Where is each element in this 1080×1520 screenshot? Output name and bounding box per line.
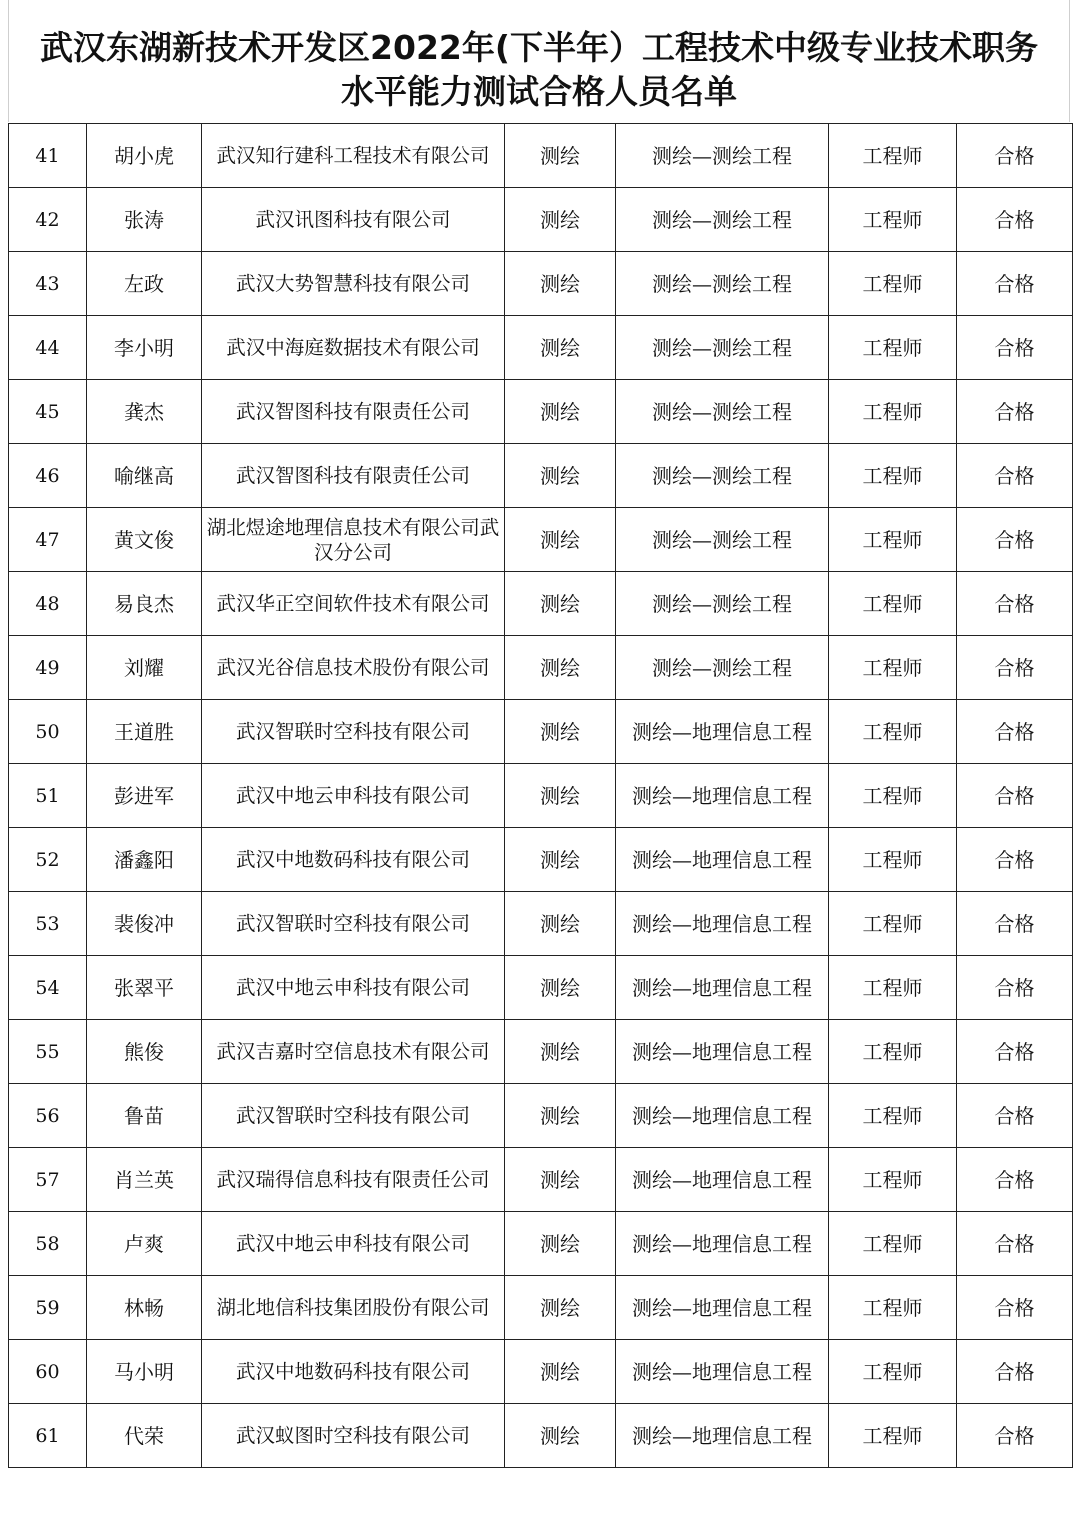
cell-company: 湖北煜途地理信息技术有限公司武汉分公司 [202,508,505,572]
cell-name: 张涛 [87,188,202,252]
title-line-1: 武汉东湖新技术开发区2022年(下半年）工程技术中级专业技术职务 [40,28,1038,67]
table-row [9,252,1073,316]
cell-series: 测绘 [505,1276,616,1340]
cell-name: 李小明 [87,316,202,380]
cell-result: 合格 [957,444,1073,508]
cell-result: 合格 [957,892,1073,956]
table-row [9,892,1073,956]
cell-series: 测绘 [505,252,616,316]
cell-major: 测绘—地理信息工程 [616,764,829,828]
table-row [9,1276,1073,1340]
cell-name: 鲁苗 [87,1084,202,1148]
cell-series: 测绘 [505,380,616,444]
cell-major: 测绘—测绘工程 [616,252,829,316]
cell-company: 武汉吉嘉时空信息技术有限公司 [202,1020,505,1084]
cell-number: 42 [9,188,87,252]
cell-result: 合格 [957,572,1073,636]
cell-series: 测绘 [505,316,616,380]
cell-major: 测绘—地理信息工程 [616,1404,829,1468]
cell-title: 工程师 [829,1020,957,1084]
table-row [9,1084,1073,1148]
cell-major: 测绘—测绘工程 [616,636,829,700]
cell-name: 马小明 [87,1340,202,1404]
table-row [9,444,1073,508]
cell-result: 合格 [957,508,1073,572]
cell-company: 武汉中海庭数据技术有限公司 [202,316,505,380]
cell-result: 合格 [957,380,1073,444]
cell-result: 合格 [957,316,1073,380]
table-row [9,1340,1073,1404]
cell-number: 51 [9,764,87,828]
cell-major: 测绘—测绘工程 [616,124,829,188]
cell-series: 测绘 [505,1148,616,1212]
cell-major: 测绘—地理信息工程 [616,1020,829,1084]
cell-series: 测绘 [505,1084,616,1148]
cell-major: 测绘—地理信息工程 [616,956,829,1020]
cell-title: 工程师 [829,892,957,956]
cell-name: 喻继高 [87,444,202,508]
cell-series: 测绘 [505,444,616,508]
cell-series: 测绘 [505,700,616,764]
cell-name: 裴俊冲 [87,892,202,956]
cell-result: 合格 [957,700,1073,764]
cell-number: 49 [9,636,87,700]
cell-series: 测绘 [505,828,616,892]
cell-company: 武汉华正空间软件技术有限公司 [202,572,505,636]
cell-company: 武汉蚁图时空科技有限公司 [202,1404,505,1468]
cell-title: 工程师 [829,188,957,252]
cell-number: 59 [9,1276,87,1340]
cell-result: 合格 [957,636,1073,700]
cell-title: 工程师 [829,956,957,1020]
cell-result: 合格 [957,1020,1073,1084]
table-row [9,1148,1073,1212]
cell-name: 易良杰 [87,572,202,636]
cell-result: 合格 [957,764,1073,828]
cell-number: 41 [9,124,87,188]
cell-major: 测绘—地理信息工程 [616,1276,829,1340]
cell-number: 54 [9,956,87,1020]
cell-name: 代荣 [87,1404,202,1468]
cell-result: 合格 [957,1212,1073,1276]
cell-name: 张翠平 [87,956,202,1020]
cell-company: 武汉智联时空科技有限公司 [202,1084,505,1148]
cell-result: 合格 [957,188,1073,252]
cell-series: 测绘 [505,572,616,636]
cell-name: 刘耀 [87,636,202,700]
cell-series: 测绘 [505,764,616,828]
cell-series: 测绘 [505,188,616,252]
cell-major: 测绘—测绘工程 [616,444,829,508]
cell-number: 46 [9,444,87,508]
table-row [9,700,1073,764]
cell-company: 武汉智图科技有限责任公司 [202,380,505,444]
cell-series: 测绘 [505,956,616,1020]
cell-major: 测绘—地理信息工程 [616,1212,829,1276]
cell-major: 测绘—测绘工程 [616,188,829,252]
cell-major: 测绘—测绘工程 [616,508,829,572]
cell-number: 44 [9,316,87,380]
cell-company: 武汉瑞得信息科技有限责任公司 [202,1148,505,1212]
cell-name: 胡小虎 [87,124,202,188]
cell-major: 测绘—地理信息工程 [616,1084,829,1148]
cell-name: 黄文俊 [87,508,202,572]
cell-number: 52 [9,828,87,892]
cell-name: 龚杰 [87,380,202,444]
cell-major: 测绘—测绘工程 [616,316,829,380]
cell-number: 57 [9,1148,87,1212]
cell-title: 工程师 [829,1340,957,1404]
table-row [9,828,1073,892]
cell-major: 测绘—地理信息工程 [616,700,829,764]
cell-series: 测绘 [505,636,616,700]
cell-major: 测绘—测绘工程 [616,380,829,444]
cell-company: 武汉中地数码科技有限公司 [202,1340,505,1404]
cell-number: 45 [9,380,87,444]
document-page [8,0,1072,1493]
table-row [9,124,1073,188]
cell-result: 合格 [957,1340,1073,1404]
cell-result: 合格 [957,1404,1073,1468]
cell-title: 工程师 [829,1276,957,1340]
cell-title: 工程师 [829,700,957,764]
cell-number: 53 [9,892,87,956]
cell-company: 武汉中地云申科技有限公司 [202,764,505,828]
cell-result: 合格 [957,1084,1073,1148]
cell-title: 工程师 [829,1212,957,1276]
cell-result: 合格 [957,1276,1073,1340]
cell-result: 合格 [957,956,1073,1020]
document-title [8,0,1070,122]
cell-title: 工程师 [829,380,957,444]
cell-title: 工程师 [829,1404,957,1468]
cell-title: 工程师 [829,316,957,380]
cell-company: 武汉大势智慧科技有限公司 [202,252,505,316]
table-row [9,1212,1073,1276]
cell-company: 武汉光谷信息技术股份有限公司 [202,636,505,700]
cell-company: 武汉智联时空科技有限公司 [202,700,505,764]
table-row [9,508,1073,572]
cell-company: 武汉智图科技有限责任公司 [202,444,505,508]
cell-title: 工程师 [829,508,957,572]
cell-name: 林畅 [87,1276,202,1340]
cell-result: 合格 [957,828,1073,892]
cell-series: 测绘 [505,1212,616,1276]
cell-series: 测绘 [505,508,616,572]
cell-title: 工程师 [829,572,957,636]
cell-number: 48 [9,572,87,636]
cell-result: 合格 [957,252,1073,316]
cell-title: 工程师 [829,124,957,188]
cell-company: 武汉知行建科工程技术有限公司 [202,124,505,188]
cell-series: 测绘 [505,892,616,956]
cell-number: 58 [9,1212,87,1276]
cell-number: 60 [9,1340,87,1404]
cell-number: 47 [9,508,87,572]
cell-number: 50 [9,700,87,764]
cell-number: 43 [9,252,87,316]
roster-body [9,124,1073,1468]
cell-company: 武汉中地云申科技有限公司 [202,956,505,1020]
cell-company: 湖北地信科技集团股份有限公司 [202,1276,505,1340]
cell-number: 56 [9,1084,87,1148]
table-row [9,1404,1073,1468]
title-line-2: 水平能力测试合格人员名单 [341,72,737,111]
cell-title: 工程师 [829,828,957,892]
table-row [9,956,1073,1020]
cell-title: 工程师 [829,1148,957,1212]
cell-series: 测绘 [505,124,616,188]
cell-title: 工程师 [829,252,957,316]
cell-result: 合格 [957,124,1073,188]
cell-major: 测绘—地理信息工程 [616,828,829,892]
cell-series: 测绘 [505,1020,616,1084]
table-row [9,1020,1073,1084]
table-row [9,764,1073,828]
cell-title: 工程师 [829,444,957,508]
cell-major: 测绘—地理信息工程 [616,1340,829,1404]
cell-title: 工程师 [829,1084,957,1148]
table-row [9,188,1073,252]
table-row [9,572,1073,636]
cell-major: 测绘—地理信息工程 [616,892,829,956]
cell-company: 武汉中地云申科技有限公司 [202,1212,505,1276]
cell-major: 测绘—测绘工程 [616,572,829,636]
cell-number: 61 [9,1404,87,1468]
cell-major: 测绘—地理信息工程 [616,1148,829,1212]
cell-series: 测绘 [505,1340,616,1404]
table-row [9,380,1073,444]
cell-name: 潘鑫阳 [87,828,202,892]
cell-title: 工程师 [829,636,957,700]
roster-table [8,123,1073,1468]
cell-name: 左政 [87,252,202,316]
cell-result: 合格 [957,1148,1073,1212]
table-row [9,636,1073,700]
cell-company: 武汉智联时空科技有限公司 [202,892,505,956]
cell-name: 肖兰英 [87,1148,202,1212]
cell-name: 卢爽 [87,1212,202,1276]
cell-name: 彭进军 [87,764,202,828]
cell-number: 55 [9,1020,87,1084]
table-row [9,316,1073,380]
cell-name: 熊俊 [87,1020,202,1084]
cell-company: 武汉中地数码科技有限公司 [202,828,505,892]
cell-name: 王道胜 [87,700,202,764]
cell-title: 工程师 [829,764,957,828]
cell-company: 武汉讯图科技有限公司 [202,188,505,252]
cell-series: 测绘 [505,1404,616,1468]
